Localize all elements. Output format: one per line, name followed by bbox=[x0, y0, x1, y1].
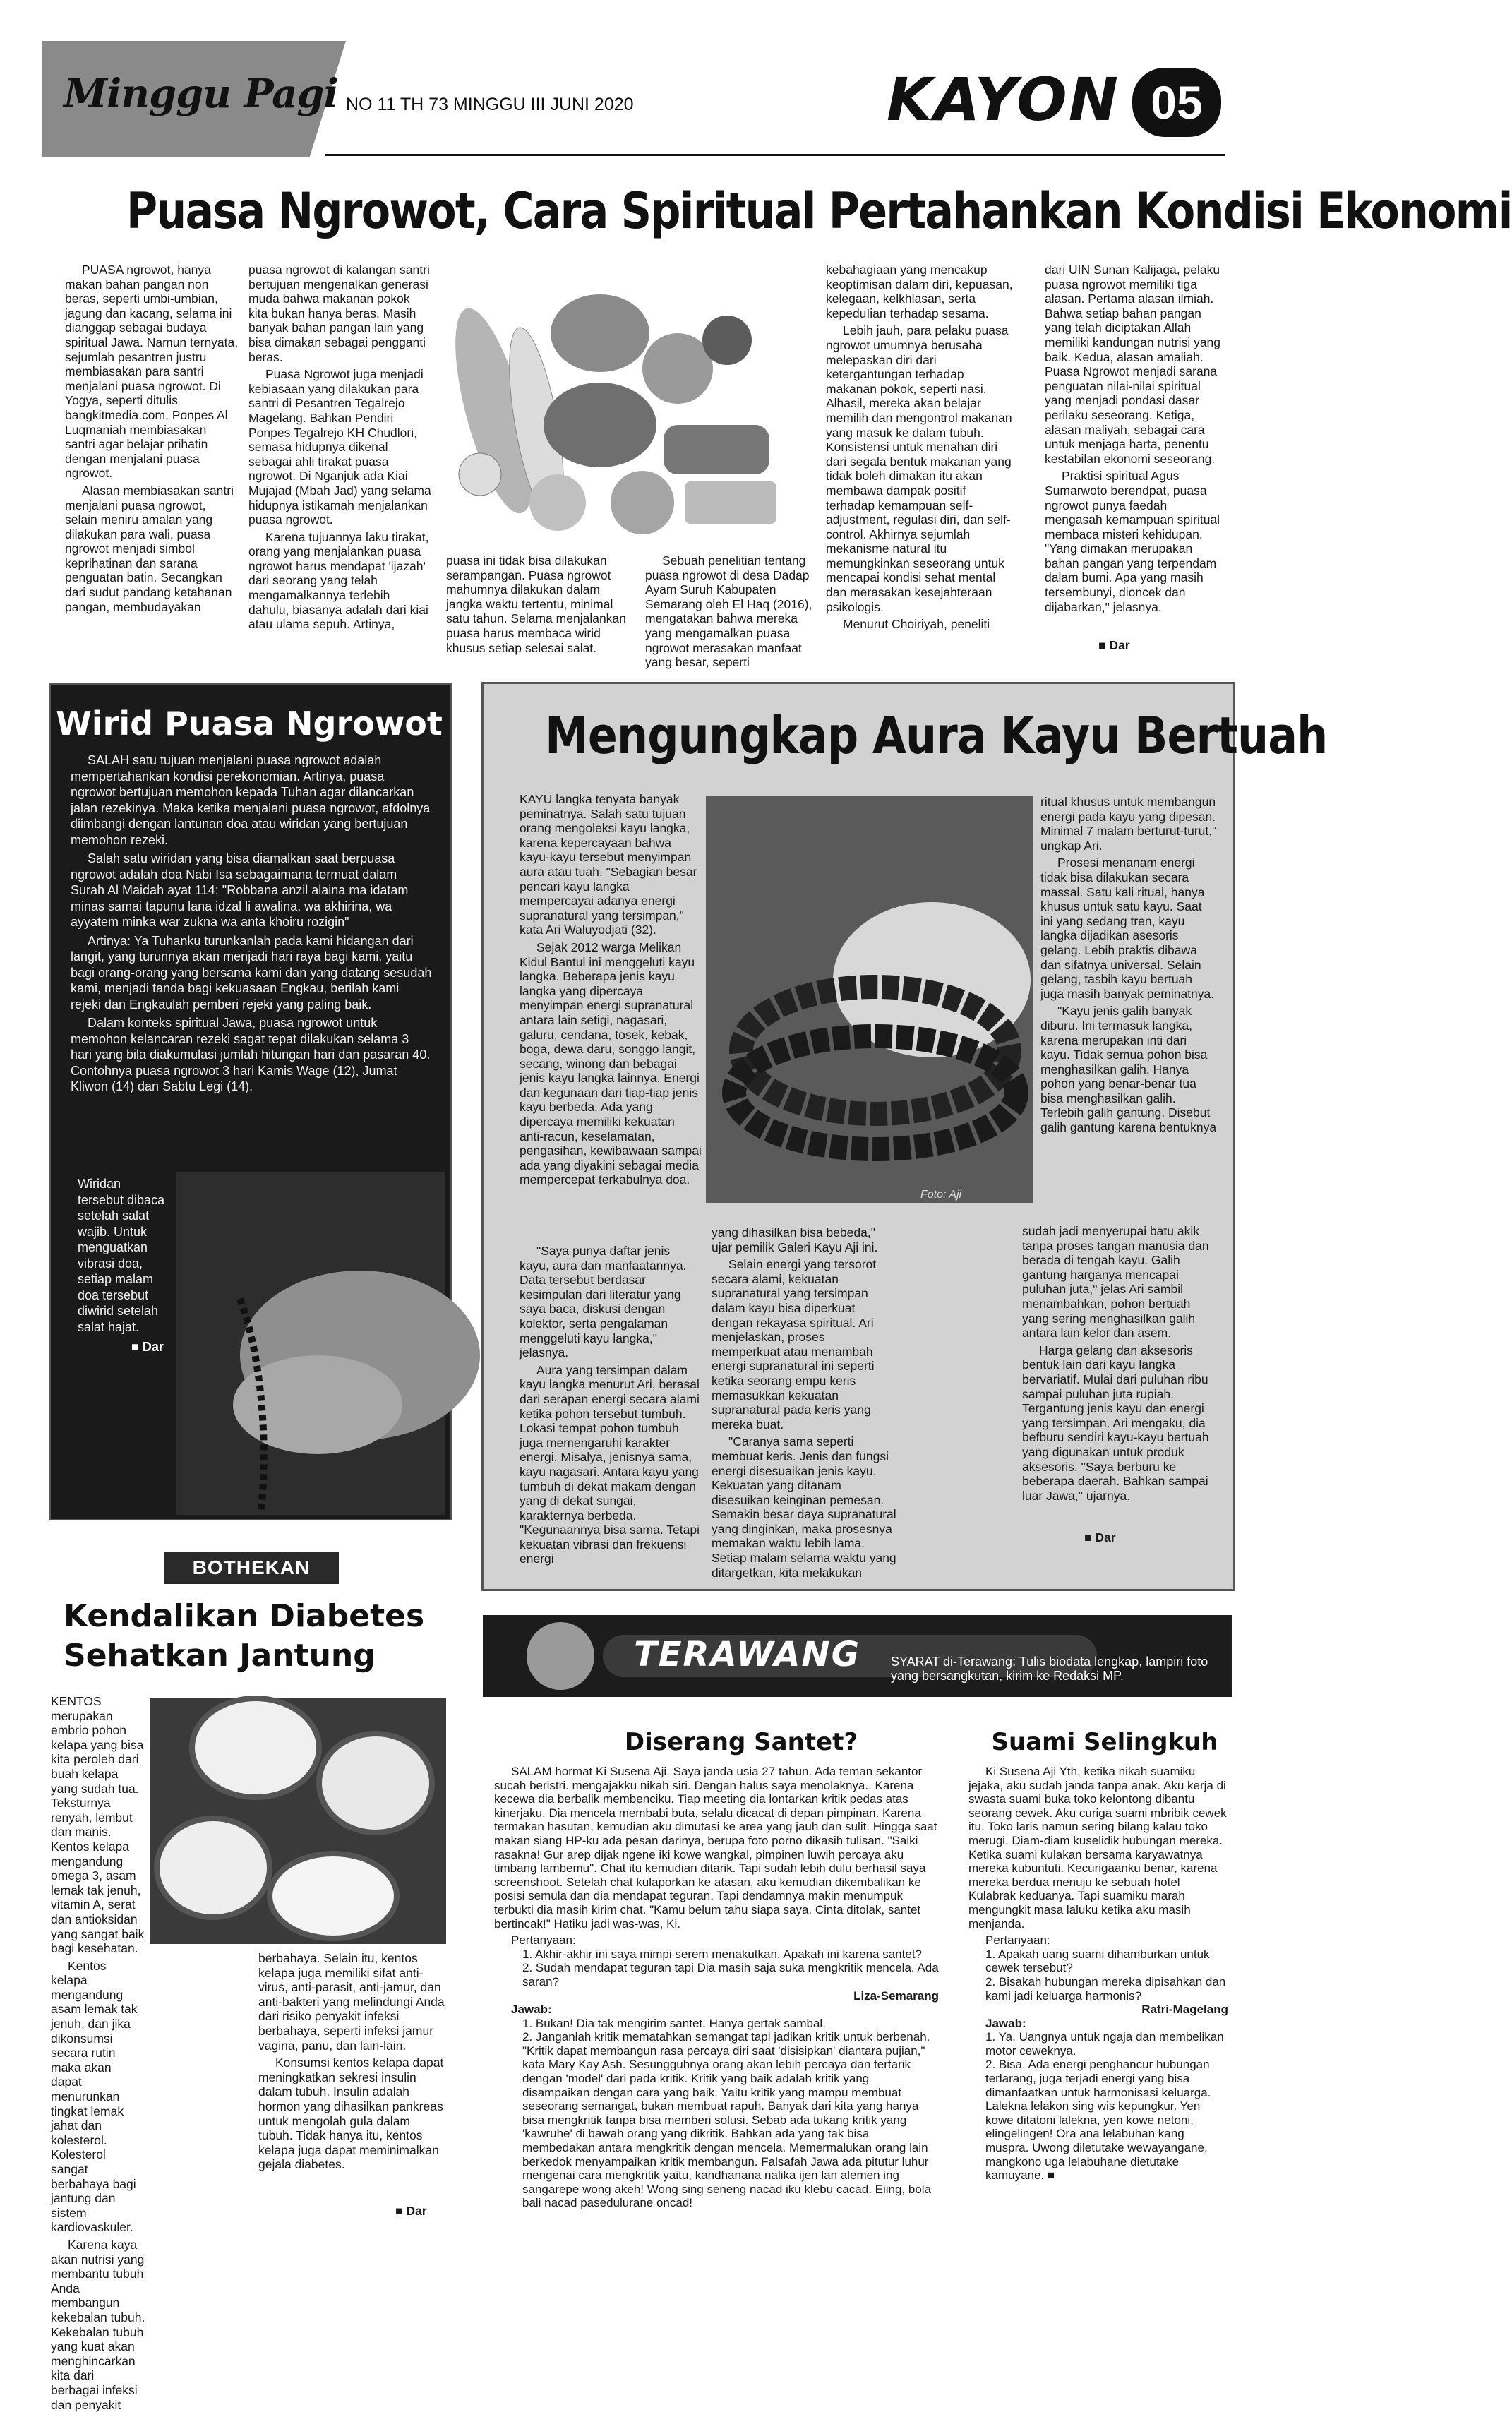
diabetes-signature: ■ Dar bbox=[395, 2204, 427, 2218]
paragraph: Kentos kelapa mengandung asam lemak tak jenuh, dan jika dikonsumsi secara rutin maka akan dapat menurunkan tingkat lemak jahat dan kolesterol. Kolesterol sangat berbahaya bagi jantung dan sistem kardiovaskuler. bbox=[51, 1958, 138, 2235]
paragraph: SALAH satu tujuan menjalani puasa ngrowot adalah mempertahankan kondisi perekonomian. Artinya, puasa ngrowot bertujuan memohon kepada Tuhan agar dilancarkan jalan rezekinya. Maka ketika menjalani puasa ngrowot, afdolnya diimbangi dengan lantunan doa atau wiridan yang bertujuan memohon rezeki. bbox=[71, 753, 431, 847]
main-col-5 bbox=[826, 263, 1016, 665]
kayu-col-2 bbox=[712, 1225, 896, 1578]
kayu-signature: ■ Dar bbox=[1084, 1530, 1116, 1544]
santet-questions-label: Pertanyaan: bbox=[511, 1933, 576, 1948]
vegetables-photo bbox=[452, 263, 784, 545]
bracelet-illustration bbox=[706, 796, 1033, 1203]
paragraph: Harga gelang dan aksesoris bentuk lain dari kayu langka bervariatif. Mulai dari puluhan ribu sampai puluhan juta rupiah. Tergantung jenis kayu dan energi yang tersimpan. Ari mengaku, dia befburu sendiri kayu-kayu bertuah yang digunakan untuk produk aksesoris. "Saya berburu ke beberapa daerah. Bahkan sampai luar Jawa," ujarnya. bbox=[1022, 1343, 1209, 1503]
santet-title: Diserang Santet? bbox=[624, 1728, 858, 1756]
paragraph: Menurut Choiriyah, peneliti bbox=[843, 617, 990, 632]
paragraph: Prosesi menanam energi tidak bisa dilakukan secara massal. Satu kali ritual, hanya khusus untuk satu kayu. Saat ini yang sedang tren, kayu langka dijadikan asesoris gelang. Lebih praktis dibawa dan sifatnya universal. Selain gelang, tasbih kayu bertuah juga masih banyak peminatnya. bbox=[1040, 856, 1215, 1001]
section-name: KAYON bbox=[887, 65, 1120, 134]
paragraph: Dalam konteks spiritual Jawa, puasa ngrowot untuk memohon kelancaran rezeki sagat tepat dilakukan selama 3 hari yang bila diakumulasi jumlah hitungan hari dan pasaran 40. Contohnya puasa ngrowot 3 hari Kamis Wage (12), Jumat Kliwon (14) dan Sabtu Legi (14). bbox=[71, 1016, 431, 1093]
main-headline: Puasa Ngrowot, Cara Spiritual Pertahankan Kondisi Ekonomi bbox=[126, 182, 1512, 240]
santet-answer-2: 2. Janganlah kritik mematahkan semangat tapi jadikan kritik untuk berbenah. "Kritik dapat membangun rasa percaya diri saat 'disisipkan' diantara pujian," kata Mary Kay Ash. Sesungguhnya orang akan lebih percaya dan tertarik dengan 'model' dari pada kritik. Kritik yang baik adalah kritik yang disampaikan dengan cara yang baik. Yaitu kritik yang mampu membuat seseorang semangat, bukan membuat rapuh. Banyak dari kita yang hanya bisa mengkritik tanpa bisa memberi solusi. Sebab ada tukang kritik yang 'kawruhe' di bawah orang yang dikritik. Bahkan ada yang tak bisa membedakan antara mengkritik dengan mencela. Memermalukan orang lain berkedok menyampaikan kritik membangun. Falsafah Jawa ada pitutur luhur mengenai cara mengkritik yaitu, kandhanana nalika ijen lan alemen ing sangarepe wong akeh! Wong sing seneng nacad iku klebu cacad. Eiing, bola bali nacad pasedulurane oncad! bbox=[522, 2030, 932, 2210]
masthead-rule bbox=[325, 154, 1225, 156]
selingkuh-question-1: 1. Apakah uang suami dihamburkan untuk cewek tersebut? bbox=[985, 1947, 1210, 1975]
coconut-illustration bbox=[150, 1698, 446, 1944]
paragraph: Praktisi spiritual Agus Sumarwoto berendpat, puasa ngrowot punya faedah mengasah kemampuan spiritual membaca misteri kehidupan. "Yang dimakan merupakan bahan pangan yang terpendam dalam bumi. Apa yang masih tersembunyi, dioncek dan dijabarkan," jelasnya. bbox=[1045, 469, 1220, 614]
paragraph: Salah satu wiridan yang bisa diamalkan saat berpuasa ngrowot adalah doa Nabi Isa sebagaimana termuat dalam Surah Al Maidah ayat 114: "Robbana anzil alaina ma idatam minas samai tapunu lana idzal li awalina, wa akhirina, wa ayyatem minka war zukna wa anta khoiru rozigin" bbox=[71, 851, 409, 929]
santet-question-1: 1. Akhir-akhir ini saya mimpi serem menakutkan. Apakah ini karena santet? bbox=[522, 1947, 922, 1961]
diabetes-col-1 bbox=[51, 1694, 145, 2412]
wirid-tail bbox=[78, 1176, 169, 1360]
vegetables-illustration bbox=[452, 263, 784, 545]
diabetes-title bbox=[64, 1597, 424, 1676]
paragraph: "Kayu jenis galih banyak diburu. Ini termasuk langka, karena merupakan inti dari kayu. Tidak semua pohon bisa menghasilkan galih. Hanya pohon yang benar-benar tua bisa menghasilkan galih. Terlebih galih gantung. Disebut galih gantung karena bentuknya bbox=[1040, 1004, 1217, 1135]
paragraph: Karena kaya akan nutrisi yang membantu tubuh Anda membangun kekebalan tubuh. Kekebalan tubuh yang kuat akan menghincarkan kita dari berbagai infeksi dan penyakit bbox=[51, 2237, 145, 2412]
main-col-1 bbox=[65, 263, 240, 658]
santet-answer-label: Jawab: bbox=[511, 2003, 552, 2017]
paragraph: Selain energi yang tersorot secara alami, kekuatan supranatural yang tersimpan dalam kayu bisa diperkuat dengan rekayasa spiritual. Ari menjelaskan, proses memperkuat atau menambah energi supranatural ini seperti ketika seorang empu keris memasukkan kekuatan supranatural pada keris yang mereka buat. bbox=[712, 1257, 877, 1432]
paragraph: Alasan membiasakan santri menjalani puasa ngrowot, selain meniru amalan yang dilakukan para wali, puasa ngrowot menjadi simbol keprihatinan dan sarana penguatan batin. Secangkan dari sudut pandang ketahanan pangan, membudayakan bbox=[65, 483, 234, 614]
main-signature: ■ Dar bbox=[1098, 638, 1130, 652]
terawang-title: TERAWANG bbox=[634, 1635, 860, 1674]
wirid-body bbox=[71, 752, 432, 1176]
paragraph: KENTOS merupakan embrio pohon kelapa yang bisa kita peroleh dari buah kelapa yang sudah tua. Teksturnya renyah, lembut dan manis. Kentos kelapa mengandung omega 3, asam lemak tak jenuh, vitamin A, serat dan antioksidan yang sangat baik bagi kesehatan. bbox=[51, 1694, 145, 1956]
paragraph: "Caranya sama seperti membuat keris. Jenis dan fungsi energi disesuaikan jenis kayu. Kekuatan yang ditanam disesuikan keinginan pemesan. Semakin besar daya supranatural yang dinginkan, maka prosesnya memakan waktu lebih lama. Setiap malam selama waktu yang ditargetkan, kita melakukan bbox=[712, 1434, 896, 1580]
paragraph: yang dihasilkan bisa bebeda," ujar pemilik Galeri Kayu Aji ini. bbox=[712, 1225, 878, 1254]
main-col-4 bbox=[645, 553, 826, 670]
diabetes-title-line-1: Kendalikan Diabetes bbox=[64, 1598, 425, 1634]
paragraph: berbahaya. Selain itu, kentos kelapa juga memiliki sifat anti-virus, anti-parasit, anti-jamur, dan anti-bakteri yang melindungi Anda dari risiko penyakit infeksi berbahaya, seperti infeksi jamur vagina, panu, dan lain-lain. bbox=[258, 1951, 445, 2053]
santet-question-2: 2. Sudah mendapat teguran tapi Dia masih saja suka mengkritik mencela. Ada saran? bbox=[522, 1961, 939, 1988]
diabetes-title-line-2: Sehatkan Jantung bbox=[64, 1638, 376, 1674]
coconut-photo bbox=[150, 1698, 446, 1944]
bothekan-label: BOTHEKAN bbox=[164, 1552, 339, 1584]
selingkuh-question-2: 2. Bisakah hubungan mereka dipisahkan dan kami jadi keluarga harmonis? bbox=[985, 1974, 1226, 2003]
selingkuh-sender: Ratri-Magelang bbox=[1141, 2003, 1228, 2017]
bracelet-photo bbox=[706, 796, 1033, 1203]
selingkuh-title: Suami Selingkuh bbox=[991, 1728, 1218, 1756]
page-number: 05 bbox=[1132, 68, 1221, 137]
paragraph: "Saya punya daftar jenis kayu, aura dan manfaatannya. Data tersebut berdasar kesimpulan dari literatur yang saya baca, diskusi dengan kolektor, serta pengalaman menggeluti kayu langka," jelasnya. bbox=[520, 1244, 687, 1360]
paragraph: PUASA ngrowot, hanya makan bahan pangan non beras, seperti umbi-umbian, jagung dan kacang, selama ini dianggap sebagai budaya spiritual Jawa. Namun ternyata, sejumlah pesantren justru membiasakan para santri menjalani puasa ngrowot. Di Yogya, seperti ditulis bangkitmedia.com, Ponpes Al Luqmaniah membiasakan santri agar belajar prihatin dengan menjalani puasa ngrowot. bbox=[65, 263, 239, 481]
paragraph: Sejak 2012 warga Melikan Kidul Bantul ini menggeluti kayu langka. Beberapa jenis kayu langka yang dipercaya menyimpan energi supranatural antara lain setigi, nagasari, galuru, cendana, tosek, kebak, boga, dewa daru, songgo langit, secang, winong dan bebagai jenis kayu langka lainnya. Energi dan kegunaan dari tiap-tiap jenis kayu berbeda. Ada yang dipercaya memiliki kekuatan anti-racun, keselamatan, pengasihan, kewibawaan sampai ada yang diyakini sebagai media mempercepat terkabulnya doa. bbox=[520, 940, 702, 1187]
photo-credit: Foto: Aji bbox=[920, 1189, 962, 1201]
wirid-signature: ■ Dar bbox=[131, 1340, 164, 1354]
paragraph: Karena tujuannya laku tirakat, orang yang menjalankan puasa ngrowot harus mendapat 'ijazah' dari seorang yang telah mengamalkannya terlebih dahulu, biasanya adalah dari kiai atau ulama sepuh. Artinya, bbox=[248, 529, 429, 632]
paragraph: kebahagiaan yang mencakup keoptimisan dalam diri, kepuasan, kelegaan, kelkhlasan, serta kepeduIian terhadap sesama. bbox=[826, 263, 1013, 320]
selingkuh-questions-label: Pertanyaan: bbox=[985, 1933, 1050, 1948]
paragraph: KAYU langka tenyata banyak peminatnya. Salah satu tujuan orang mengoleksi kayu langka, karena kepercayaan bahwa kayu-kayu tersebut menyimpan aura atau tuah. "Sebagian besar pencari kayu langka mempercayai adanya energi supranatural yang tersimpan," kata Ari Waluyodjati (32). bbox=[520, 792, 697, 937]
selingkuh-body bbox=[968, 1765, 1228, 2216]
paragraph: Ki Susena Aji Yth, ketika nikah suamiku jejaka, aku sudah janda tanpa anak. Aku kerja di swasta suami buka toko kelontong dibantu seorang cewek. Aku curiga suami mbribik cewek itu. Toko laris namun sering bilang kalau toko merugi. Diam-diam kuselidik hubungan mereka. Ketika suami kulakan bersama karyawatnya mereka kubuntuti. Kecurigaanku benar, karena mereka berdua menuju ke sebuah hotel Kulabrak keduanya. Tapi suamiku marah mengungkit masa laluku ketika aku masih menjanda. bbox=[968, 1765, 1227, 1931]
issue-info: NO 11 TH 73 MINGGU III JUNI 2020 bbox=[346, 95, 634, 114]
santet-answer-1: 1. Bukan! Dia tak mengirim santet. Hanya gertak sambal. bbox=[522, 2016, 826, 2030]
selingkuh-answer-1: 1. Ya. Uangnya untuk ngaja dan membelikan motor ceweknya. bbox=[985, 2030, 1224, 2058]
wirid-title: Wirid Puasa Ngrowot bbox=[56, 704, 443, 743]
paragraph: Aura yang tersimpan dalam kayu langka menurut Ari, berasal dari serapan energi secara alami ketika pohon tersebut tumbuh. Lokasi tempat pohon tumbuh juga memengaruhi karakter energi. Misalya, jenisnya sama, kayu nagasari. Antara kayu yang tumbuh di dekat makam dengan yang di dekat sungai, karakternya berbeda. "Kegunaannya bisa sama. Tetapi kekuatan vibrasi dan frekuensi energi bbox=[520, 1362, 700, 1566]
main-col-6 bbox=[1045, 263, 1227, 651]
diabetes-col-2 bbox=[258, 1951, 448, 2219]
newspaper-logo: Minggu Pagi bbox=[64, 71, 338, 117]
paragraph: Wiridan tersebut dibaca setelah salat wajib. Untuk menguatkan vibrasi doa, setiap malam doa tersebut diwirid setelah salat hajat. bbox=[78, 1177, 165, 1334]
terawang-note: SYARAT di-Terawang: Tulis biodata lengkap, lampiri foto yang bersangkutan, kirim ke Redaksi MP. bbox=[891, 1655, 1208, 1683]
selingkuh-answer-2: 2. Bisa. Ada energi penghancur hubungan terlarang, juga terjadi energi yang bisa dimanfaatkan untuk harmonisasi keluarga. Lalekna lelakon sing wis kepungkur. Yen kowe ditatoni lalekna, yen kowe netoni, elingelingen! Ora ana lelabuhan kang muspra. Uwong diletutake wewayangane, mangkono uga lelabuhane dietutake kamuyane. ■ bbox=[985, 2058, 1211, 2183]
main-col-3 bbox=[446, 553, 630, 666]
paragraph: dari UIN Sunan Kalijaga, pelaku puasa ngrowot memiliki tiga alasan. Pertama alasan ilmiah. Bahwa setiap bahan pangan yang telah diciptakan Allah memiliki kandungan nutrisi yang baik. Kedua, alasan amaliah. Puasa Ngrowot menjadi sarana penguatan nilai-nilai spiritual yang menjadi pondasi dasar perilaku seseorang. Ketiga, alasan maliyah, sebagai cara untuk menjaga harta, penentu kestabilan ekonomi seseorang. bbox=[1045, 263, 1221, 466]
paragraph: puasa ngrowot di kalangan santri bertujuan mengenalkan generasi muda bahwa makanan pokok kita bukan hanya beras. Masih banyak bahan pangan lain yang bisa dimakan sebagai pengganti beras. bbox=[248, 263, 430, 364]
kayu-col-4 bbox=[1022, 1224, 1217, 1577]
paragraph: Lebih jauh, para pelaku puasa ngrowot umumnya berusaha melepaskan diri dari ketergantungan terhadap makanan pokok, seperti nasi. Alhasil, mereka akan belajar memilih dan mengontrol makanan yang masuk ke dalam tubuh. Konsistensi untuk menahan diri dari segala bentuk makanan yang tidak boleh dimakan itu akan membawa dampak positif terhadap kemampuan self-adjustment, regulasi diri, dan self-control. Akhirnya sejumlah mekanisme natural itu memungkinkan seseorang untuk mencapai kondisi sehat mental dan merasakan kesejahteraan psikologis. bbox=[826, 323, 1012, 614]
kayu-col-1 bbox=[520, 792, 702, 1244]
selingkuh-answer-label: Jawab: bbox=[985, 2016, 1026, 2030]
praying-hands-photo bbox=[176, 1172, 445, 1515]
santet-body bbox=[494, 1765, 939, 2216]
paragraph: puasa ini tidak bisa dilakukan serampangan. Puasa ngrowot mahumnya dilakukan dalam jangka waktu tertentu, minimal satu tahun. Selama menjalankan puasa harus membaca wirid khusus setiap selesai salat. bbox=[446, 553, 626, 655]
paragraph: ritual khusus untuk membangun energi pada kayu yang dipesan. Minimal 7 malam berturut-turut," ungkap Ari. bbox=[1040, 795, 1217, 853]
paragraph: sudah jadi menyerupai batu akik tanpa proses tangan manusia dan berada di tengah kayu. Galih gantung harganya mencapai puluhan juta," jelas Ari sambil menambahkan, pohon bertuah yang sering menghasilkan galih antara lain kelor dan asem. bbox=[1022, 1224, 1209, 1340]
paragraph: Artinya: Ya Tuhanku turunkanlah pada kami hidangan dari langit, yang turunnya akan menjadi hari raya bagi kami, yaitu bagi orang-orang yang bersama kami dan yang datang sesudah kami, menjadi tanda bagi kekuasaan Engkau, berilah kami rejeki dan Engkaulah pemberi rejeki yang paling baik. bbox=[71, 933, 432, 1012]
kayu-col-3 bbox=[1040, 795, 1217, 1218]
santet-sender: Liza-Semarang bbox=[853, 1988, 939, 2003]
kayu-title: Mengungkap Aura Kayu Bertuah bbox=[545, 706, 1328, 765]
praying-hands-illustration bbox=[176, 1172, 445, 1515]
paragraph: Puasa Ngrowot juga menjadi kebiasaan yang dilakukan para santri di Pesantren Tegalrejo Magelang. Bahkan Pendiri Ponpes Tegalrejo KH Chudlori, semasa hidupnya dikenal sebagai ahli tirakat puasa ngrowot. Di Nganjuk ada Kiai Mujajad (Mbah Jad) yang selama hidupnya istikamah menjalankan puasa ngrowot. bbox=[248, 367, 431, 527]
paragraph: Sebuah penelitian tentang puasa ngrowot di desa Dadap Ayam Suruh Kabupaten Semarang oleh El Haq (2016), mengatakan bahwa mereka yang mengamalkan puasa ngrowot merasakan manfaat yang besar, seperti bbox=[645, 553, 812, 670]
paragraph: Konsumsi kentos kelapa dapat meningkatkan sekresi insulin dalam tubuh. Insulin adalah hormon yang dihasilkan pankreas untuk mengolah gula dalam tubuh. Tidak hanya itu, kentos kelapa juga dapat meminimalkan gejala diabetes. bbox=[258, 2056, 444, 2172]
main-col-2 bbox=[248, 263, 432, 665]
paragraph: SALAM hormat Ki Susena Aji. Saya janda usia 27 tahun. Ada teman sekantor sucah beristri. mengajakku nikah siri. Dengan halus saya menolaknya.. Karena kecewa dia berbalik membenciku. Tiap meeting dia lontarkan kritik pedas atas kinerjaku. Dia mencela membabi buta, selalu dicacat di depan pimpinan. Karena termakan hasutan, kemudian aku dimutasi ke area yang jauh dan sulit. Hingga saat makan siang HP-ku ada pesan darinya, berupa foto porno dikasih tulisan. "Saiki rasakna! Gur arep dijak ngene iki kowe wangkal, pimpinen luwih percaya aku timbang lambemu". Chat itu kemudian ditarik. Tapi sudah lebih dulu berhasil saya screenshoot. Setelah chat kulaporkan ke atasan, aku kemudian dikembalikan ke posisi semula dan dia mendapat teguran. Tapi dendamnya makin menumpuk terbukti dia masih kirim chat. "Kamu belum tahu siapa saya. Cinta ditolak, santet bertincak!" Hatiku jadi was-was, Ki. bbox=[494, 1765, 937, 1931]
kayu-col-1b bbox=[520, 1244, 702, 1576]
